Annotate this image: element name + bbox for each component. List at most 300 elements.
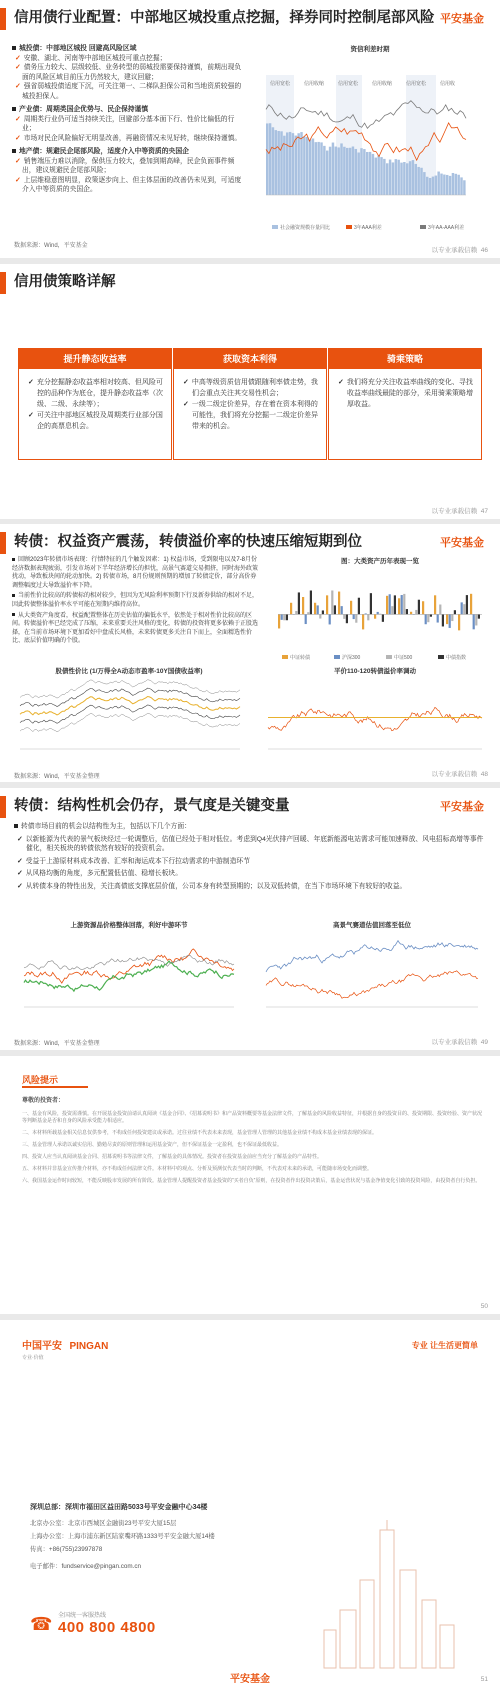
card-header: 提升静态收益率	[19, 349, 171, 369]
asset-return-bar	[391, 606, 393, 614]
opportunity-item-text: 受益于上游原材料成本改善、汇率和海运成本下行拉动需求的中游制造环节	[25, 857, 250, 865]
asset-return-bar	[449, 614, 451, 628]
data-source: 数据来源：Wind，平安基金整理	[14, 1041, 100, 1047]
legend-label: 3年AAA利差	[354, 225, 382, 231]
phase-label: 信用收缩	[304, 81, 325, 87]
title-accent-bar	[0, 272, 6, 294]
asset-return-bar	[446, 614, 448, 624]
check-icon: ✓	[28, 379, 34, 386]
footer-tag	[432, 506, 488, 515]
social-financing-bar	[383, 159, 385, 195]
card-item	[182, 377, 318, 399]
asset-return-bar	[281, 614, 283, 619]
email: 电子邮件：fundservice@pingan.com.cn	[30, 1563, 142, 1570]
check-icon: ✓	[15, 176, 21, 184]
market-review-text	[12, 556, 262, 648]
social-financing-bar	[303, 137, 305, 195]
social-financing-bar	[352, 146, 354, 195]
slide-convertible-opportunity	[0, 788, 500, 1050]
social-financing-bar	[329, 147, 331, 195]
asset-return-bar	[278, 614, 280, 628]
legend-swatch	[272, 225, 278, 229]
asset-return-bar	[377, 612, 379, 614]
card-header: 获取资本利得	[174, 349, 326, 369]
asset-return-bar	[317, 605, 319, 614]
social-financing-bar	[443, 175, 445, 195]
strategy-card	[328, 348, 482, 460]
social-financing-bar	[349, 148, 351, 195]
risk-title: 风险提示	[22, 1075, 59, 1085]
social-financing-bar	[409, 161, 411, 195]
social-financing-bar	[389, 160, 391, 195]
social-financing-bar	[463, 180, 465, 195]
social-financing-bar	[429, 178, 431, 195]
asset-return-bar	[338, 592, 340, 615]
risk-paragraph: 四、投资人应当认真阅读基金合同、招募说明书等法律文件，了解基金的具体情况。投资者在投资基金前应当充分了解基金的产品特性。	[22, 1154, 323, 1160]
social-financing-bar	[415, 164, 417, 195]
slide-contact	[0, 1320, 500, 1687]
social-financing-bar	[417, 167, 419, 195]
phone-icon: ☎	[30, 1614, 53, 1634]
price-line	[24, 949, 234, 983]
footer-tag-text: 以专业承载信赖	[431, 508, 478, 515]
asset-return-bar	[463, 604, 465, 614]
data-source: 数据来源：Wind，平安基金	[14, 243, 88, 249]
asset-return-bar	[434, 595, 436, 614]
phase-label: 信用收缩	[372, 81, 393, 87]
asset-return-bar	[422, 601, 424, 614]
square-bullet-icon	[12, 613, 15, 616]
asset-return-bar	[451, 614, 453, 621]
social-financing-bar	[392, 162, 394, 195]
bullet-item	[12, 134, 244, 144]
asset-return-bar	[403, 594, 405, 615]
asset-return-bar	[319, 614, 321, 618]
valuation-line	[266, 971, 478, 999]
asset-return-bar	[410, 612, 412, 615]
check-icon: ✓	[15, 83, 21, 90]
valuation-svg	[256, 929, 488, 1029]
card-item-text: 充分挖掘静态收益率相对较高、但风险可控的品种作为底仓，提升静态收益率（次级、二级、永续等）；	[36, 379, 163, 408]
paragraph-text: 回顾2023年转债市场表现：行情特征的几个触发因素：1) 权益市场，受到限电以及7-8月份经济数据表现疲弱，引发市场对下半年经济增长的担忧，高景气赛道交易拥挤，同时海外政策扰动，导致板块间的轮动加快。2) 转债市场，8月份规则预期的增加了转债定价，部分高价券调整幅度过大导致溢价率下降。	[12, 557, 259, 589]
asset-return-bar	[466, 595, 468, 614]
risk-paragraph: 三、基金管理人承诺以诚实信用、勤勉尽责的原则管理和运用基金资产，但不保证基金一定盈利，也不保证最低收益。	[22, 1142, 283, 1148]
asset-return-bar	[367, 614, 369, 620]
asset-return-bar	[437, 614, 439, 622]
asset-return-bar	[401, 595, 403, 614]
asset-return-bar	[326, 595, 328, 614]
legend-swatch	[386, 655, 392, 659]
opportunity-list	[14, 822, 484, 894]
social-financing-bar	[355, 149, 357, 195]
bj-address: 北京办公室：北京市西城区金融街23号平安大厦15层	[30, 1520, 177, 1527]
social-financing-bar	[432, 177, 434, 195]
card-item	[27, 377, 163, 410]
check-icon: ✓	[17, 882, 23, 890]
asset-return-bar	[454, 610, 456, 614]
square-bullet-icon	[12, 594, 15, 597]
social-financing-bar	[332, 143, 334, 195]
brand-logo: 平安基金	[440, 801, 484, 813]
social-financing-bar	[363, 149, 365, 195]
footer-tag-text: 以专业承载信赖	[431, 771, 478, 778]
asset-return-bar	[430, 614, 432, 616]
opportunity-item-text: 从风格均衡的角度，多元配置低估值、稳增长板块。	[25, 870, 183, 877]
card-body	[174, 369, 326, 432]
social-financing-bar	[289, 132, 291, 195]
slide-risk-disclosure	[0, 1056, 500, 1314]
legend-swatch	[282, 655, 288, 659]
asset-return-bar	[310, 591, 312, 615]
social-financing-bar	[306, 137, 308, 195]
paragraph-text: 当前性价比较高的转债标的相对较少，但因为无风险利率预期下行及新券供给的相对不足，因此转债整体溢价率水平可能在短期内维持高位。	[12, 593, 259, 608]
asset-return-bar	[442, 614, 444, 626]
title-accent-bar	[0, 532, 6, 554]
social-financing-bar	[320, 142, 322, 195]
social-financing-bar	[335, 147, 337, 195]
bullet-item-text: 上层维稳意图明显，政策逐步向上、但主体层面的改善仍未见到，可适度介入中等资质的央国企。	[22, 176, 242, 193]
legend-swatch	[346, 225, 352, 229]
social-financing-bar	[423, 172, 425, 195]
bullet-item-text: 安徽、湖北、河南等中部地区城投可重点挖掘；	[23, 54, 167, 62]
chart-title: 平价110-120转债溢价率调动	[334, 668, 416, 675]
asset-return-bar	[418, 600, 420, 615]
card-header: 骑乘策略	[329, 349, 481, 369]
risk-paragraph: 一、基金有风险，投资需谨慎。在开展基金投资前请认真阅读《基金合同》、《招募说明书》和产品资料概要等基金法律文件，了解基金的风险收益特征，并根据自身的投资目的、投资期限、投资经验、资产状况等判断基金是否和自身的风险承受能力相适应。	[22, 1111, 483, 1124]
card-item-text: 我们将充分关注收益率曲线的变化、寻找收益率曲线最陡的部分，采用骑乘策略增厚收益。	[346, 379, 473, 408]
social-financing-bar	[280, 131, 282, 195]
hotline-block	[30, 1610, 156, 1636]
price-line	[24, 955, 234, 970]
bullet-heading	[12, 105, 244, 115]
slide-title: 转债：权益资产震荡，转债溢价率的快速压缩短期到位	[14, 534, 362, 550]
check-icon: ✓	[17, 857, 23, 865]
social-financing-bar	[446, 175, 448, 195]
social-financing-bar	[269, 123, 271, 195]
asset-return-bar	[425, 614, 427, 624]
risk-paragraph: 五、本材料并非基金宣传推介材料，亦不构成任何法律文件。本材料中的观点、分析及预测仅代表当时的判断，不代表对未来的承诺，可能随市场变化而调整。	[22, 1166, 373, 1172]
asset-return-bar	[458, 614, 460, 630]
equity-bond-line	[20, 688, 240, 706]
square-bullet-icon	[12, 46, 16, 50]
sh-address: 上海办公室：上海市浦东新区陆家嘴环路1333号平安金融大厦14楼	[30, 1533, 215, 1540]
asset-return-bar	[350, 601, 352, 615]
bullet-item	[12, 115, 244, 134]
social-financing-bar	[452, 173, 454, 195]
data-source: 数据来源：Wind，平安基金整理	[14, 774, 100, 780]
social-financing-bar	[309, 140, 311, 195]
opportunity-items	[14, 835, 484, 892]
asset-return-bar	[415, 610, 417, 614]
social-financing-bar	[315, 142, 317, 195]
asset-return-bar	[389, 594, 391, 614]
social-financing-bar	[377, 155, 379, 195]
card-item	[337, 377, 473, 410]
check-icon: ✓	[183, 379, 189, 386]
asset-return-bar	[290, 603, 292, 615]
hq-address: 深圳总部：深圳市福田区益田路5033号平安金融中心34楼	[30, 1504, 208, 1511]
paragraph	[12, 556, 262, 590]
bullet-item	[12, 54, 244, 64]
social-financing-bar	[375, 158, 377, 195]
bullet-heading-text: 地产债：规避民企尾部风险，适度介入中等资质的央国企	[19, 148, 189, 155]
hotline-number: 400 800 4800	[58, 1619, 156, 1636]
asset-return-bar	[322, 610, 324, 614]
asset-return-bar	[331, 590, 333, 614]
bullet-item	[12, 63, 244, 82]
asset-return-bar	[305, 614, 307, 624]
slide-credit-strategy	[0, 264, 500, 519]
phase-label: 信用宽松	[406, 81, 427, 87]
social-financing-bar	[337, 147, 339, 195]
square-bullet-icon	[12, 107, 16, 111]
equity-bond-ratio-chart	[10, 666, 248, 770]
social-financing-bar	[277, 131, 279, 195]
social-financing-bar	[449, 176, 451, 195]
square-bullet-icon	[12, 149, 16, 153]
legend-label: 中证500	[394, 655, 413, 661]
asset-return-bar	[329, 614, 331, 624]
page-number: 50	[480, 1303, 488, 1310]
social-financing-bar	[380, 157, 382, 195]
legend-label: 3年AA-AAA利差	[428, 225, 465, 231]
risk-paragraph: 二、本材料所载基金相关信息仅供参考，不构成任何投资建议或承诺。过往业绩不代表未来表现，基金管理人管理的其他基金业绩不构成本基金业绩表现的保证。	[22, 1130, 378, 1136]
square-bullet-icon	[12, 558, 15, 561]
social-financing-bar	[323, 146, 325, 195]
valuation-chart	[256, 920, 488, 1030]
bullet-item-text: 债务压力较大、层级较低、业务转型的弱城投需要保持谨慎，前期出现负面的风险区域目前压力仍然较大，建议回避；	[22, 64, 242, 81]
lead-text-content: 转债市场目前的机会以结构性为主，包括以下几个方面：	[21, 823, 191, 830]
bullet-list	[12, 44, 244, 195]
raw-material-chart	[14, 920, 244, 1030]
page-number: 48	[480, 771, 488, 778]
opportunity-item-text: 从转债本身的特性出发，关注高债底支撑底层价值，公司本身有转型预期的；以及双低转债，在当下市场环境下有较好的收益。	[25, 882, 407, 890]
strategy-card	[173, 348, 327, 460]
phase-label: 信用宽松	[338, 81, 359, 87]
page-number: 46	[480, 247, 488, 254]
social-financing-bar	[440, 174, 442, 195]
slogan: 专业 让生活更简单	[411, 1341, 478, 1350]
title-accent-bar	[0, 796, 6, 818]
asset-return-bar	[398, 598, 400, 614]
asset-return-bar	[427, 614, 429, 622]
logo-cn: 中国平安	[22, 1341, 62, 1352]
asset-return-bar	[295, 611, 297, 614]
opportunity-item	[14, 869, 484, 879]
paragraph	[12, 612, 262, 646]
social-financing-bar	[400, 163, 402, 195]
bullet-item-text: 强省弱城投债适度下沉，可关注第一、二梯队担保公司和当地资质较强的城投担保人。	[22, 83, 242, 100]
check-icon: ✓	[17, 835, 23, 843]
check-icon: ✓	[15, 115, 21, 123]
risk-text	[22, 1098, 482, 1190]
footer-tag-text: 以专业承载信赖	[431, 247, 478, 254]
risk-title-tab	[22, 1070, 88, 1088]
card-item-text: 可关注中部地区城投及周期类行业部分国企的高票息机会。	[36, 412, 163, 430]
asset-return-bar	[475, 614, 477, 625]
footer-tag	[432, 769, 488, 778]
asset-return-bar	[353, 614, 355, 619]
asset-return-bar	[307, 612, 309, 614]
logo-en: PINGAN	[69, 1341, 109, 1352]
chart-title: 图：大类资产历年表现一览	[341, 558, 419, 565]
slide-convertible-valuation	[0, 524, 500, 782]
bullet-item-text: 周期类行业仍可适当持续关注，回避部分基本面下行、性价比偏低的行业；	[22, 115, 235, 132]
social-financing-bar	[300, 132, 302, 195]
bullet-item-text: 市场对民企风险偏好无明显改善，再融资情况未见好转，继续保持谨慎。	[23, 134, 242, 142]
social-financing-bar	[395, 159, 397, 195]
check-icon: ✓	[15, 134, 21, 142]
chart-title: 高景气赛道估值回落至低位	[333, 922, 411, 929]
risk-paragraph: 六、我国基金运作时间较短，不能反映股市发展的所有阶段。基金管理人提醒投资者基金投资的“买者自负”原则，在投资者作出投资决策后，基金运营状况与基金净值变化引致的投资风险，由投资者自行负担。	[22, 1178, 481, 1184]
social-financing-bar	[295, 136, 297, 195]
raw-material-svg	[14, 929, 244, 1029]
asset-return-bar	[314, 603, 316, 615]
bullet-item	[12, 82, 244, 101]
social-financing-bar	[366, 152, 368, 195]
asset-return-bar	[302, 597, 304, 614]
bullet-item	[12, 157, 244, 176]
asset-return-bar	[298, 592, 300, 614]
lead-text	[14, 822, 484, 832]
asset-return-bar	[473, 614, 475, 629]
premium-rate-line	[268, 707, 482, 730]
social-financing-bar	[372, 154, 374, 195]
contact-block	[30, 1502, 330, 1570]
check-icon: ✓	[17, 870, 23, 877]
fax: 传真：+86(755)23997878	[30, 1546, 103, 1553]
social-financing-bar	[457, 175, 459, 195]
social-financing-bar	[317, 142, 319, 195]
equity-bond-svg	[10, 675, 248, 769]
valuation-line	[266, 941, 478, 972]
check-icon: ✓	[338, 379, 344, 386]
social-financing-bar	[357, 152, 359, 195]
social-financing-bar	[346, 148, 348, 195]
opportunity-item	[14, 882, 484, 892]
social-financing-bar	[326, 151, 328, 195]
legend-label: 中证转债	[290, 655, 311, 661]
asset-return-bar	[478, 614, 480, 618]
asset-bars-svg	[268, 565, 492, 665]
opportunity-item-text: 以新能源为代表的景气板块经过一轮调整后，估值已经处于相对低位。考虑到Q4光伏排产回暖、年底新能源电站需求可能加速释放、风电招标高增等事件催化，相关板块的转债依然有较好的投资机会。	[25, 835, 484, 852]
social-financing-bar	[272, 127, 274, 195]
asset-return-bar	[394, 595, 396, 614]
check-icon: ✓	[183, 401, 189, 408]
social-financing-bar	[312, 138, 314, 195]
bullet-item-text: 销售端压力难以消除，保供压力较大，叠加到期高峰，民企负面事件频出，建议规避民企尾部风险；	[22, 157, 235, 174]
asset-return-bar	[341, 606, 343, 614]
asset-return-bar	[370, 593, 372, 614]
equity-bond-line	[20, 680, 240, 698]
social-financing-bar	[426, 177, 428, 195]
social-financing-bar	[343, 147, 345, 195]
social-financing-bar	[435, 176, 437, 195]
legend-label: 中债指数	[446, 655, 467, 661]
footer-tag-text: 以专业承载信赖	[431, 1039, 478, 1046]
page-number: 51	[480, 1676, 488, 1683]
title-accent-bar	[0, 8, 6, 30]
social-financing-bar	[412, 160, 414, 195]
check-icon: ✓	[15, 157, 21, 165]
asset-return-bar	[382, 614, 384, 621]
bullet-item	[12, 176, 244, 195]
bullet-heading	[12, 44, 244, 54]
page-number: 47	[480, 508, 488, 515]
brand-logo: 平安基金	[440, 537, 484, 549]
slide-title: 转债：结构性机会仍存，景气度是关键变量	[14, 798, 290, 814]
card-item-text: 中高等级资质信用债跟随利率债走势，我们会重点关注其交易性机会；	[191, 379, 318, 397]
asset-return-bar	[334, 605, 336, 614]
asset-return-bar	[343, 614, 345, 618]
spread-chart	[250, 44, 490, 234]
slide-title: 信用债行业配置：中部地区城投重点挖掘，择券同时控制尾部风险	[14, 10, 435, 26]
asset-return-bar	[406, 609, 408, 614]
social-financing-bar	[360, 148, 362, 195]
check-icon: ✓	[15, 54, 21, 62]
social-financing-bar	[403, 162, 405, 195]
card-body	[329, 369, 481, 410]
opportunity-item	[14, 857, 484, 867]
social-financing-bar	[266, 123, 268, 195]
social-financing-bar	[455, 174, 457, 195]
social-financing-bar	[275, 130, 277, 195]
legend-swatch	[438, 655, 444, 659]
bullet-heading	[12, 147, 244, 157]
card-item-text: 一级二级定价差异，存在着在资本利得的可能性，我们将充分挖掘一二级定价差异带来的机会。	[191, 401, 318, 430]
risk-paragraph: 尊敬的投资者：	[22, 1098, 65, 1104]
asset-return-bar	[355, 614, 357, 622]
hotline-label: 全国统一客服热线	[58, 1613, 107, 1619]
asset-return-bar	[386, 596, 388, 615]
social-financing-bar	[386, 163, 388, 195]
social-financing-bar	[297, 133, 299, 195]
bullet-heading-text: 城投债：中部地区城投 回避高风险区域	[19, 45, 137, 52]
legend-label: 沪深300	[342, 655, 361, 661]
logo-sub: 专业·价值	[22, 1355, 44, 1361]
social-financing-bar	[460, 177, 462, 195]
social-financing-bar	[286, 132, 288, 195]
page-number: 49	[480, 1039, 488, 1046]
asset-performance-chart	[268, 556, 492, 666]
asset-return-bar	[470, 594, 472, 615]
asset-return-bar	[346, 614, 348, 623]
opportunity-item	[14, 835, 484, 854]
check-icon: ✓	[28, 412, 34, 419]
strategy-card	[18, 348, 172, 460]
slide-credit-industry	[0, 0, 500, 258]
chart-title: 资信利差时期	[350, 46, 390, 53]
phase-label: 信用宽松	[270, 81, 291, 87]
asset-return-bar	[374, 614, 376, 618]
city-skyline-illustration	[320, 1520, 460, 1670]
social-financing-bar	[369, 152, 371, 195]
asset-return-bar	[358, 598, 360, 615]
bullet-heading-text: 产业债：周期类国企优势与、民企保持谨慎	[19, 106, 149, 113]
social-financing-bar	[397, 160, 399, 195]
legend-label: 社会融资规模存量同比	[280, 225, 331, 231]
check-icon: ✓	[15, 64, 21, 71]
bottom-logo: 平安基金	[230, 1674, 270, 1685]
asset-return-bar	[362, 614, 364, 629]
asset-return-bar	[461, 602, 463, 614]
social-financing-bar	[420, 168, 422, 195]
social-financing-bar	[340, 143, 342, 195]
footer-tag	[432, 1037, 488, 1046]
card-item	[182, 399, 318, 432]
card-item	[27, 410, 163, 432]
social-financing-bar	[437, 172, 439, 195]
